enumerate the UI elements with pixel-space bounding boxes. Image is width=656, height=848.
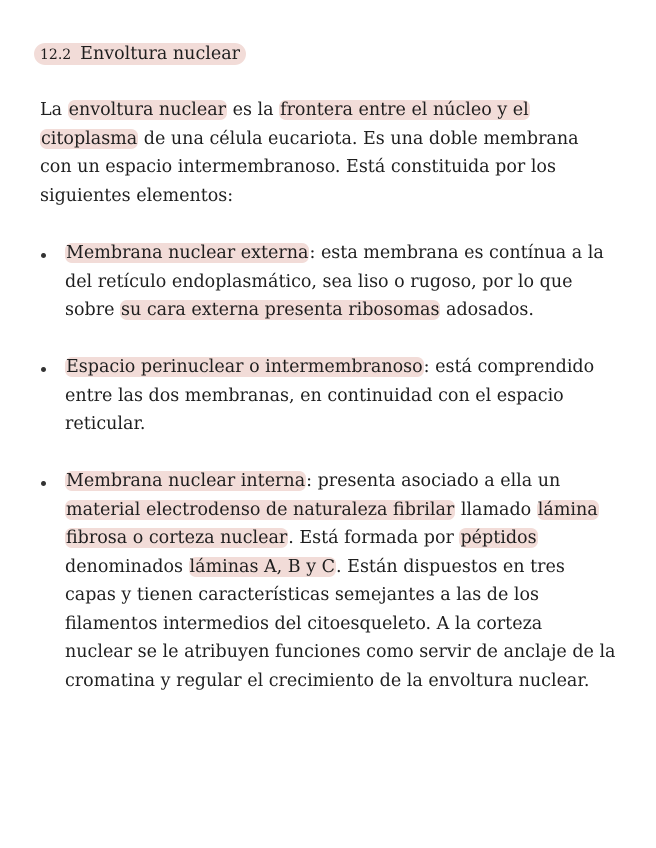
item-line (65, 239, 605, 268)
bullet-icon (41, 481, 46, 486)
bullet-icon (41, 253, 46, 258)
section-number: 12.2 (40, 47, 72, 63)
item-line (65, 467, 605, 496)
intro-line: con un espacio intermembranoso. Está constituida por los (40, 157, 556, 177)
highlight: Membrana nuclear interna (66, 471, 306, 491)
highlight: láminas A, B y C (189, 556, 336, 577)
text: adosados. (440, 300, 534, 320)
highlight: su cara externa presenta ribosomas (121, 300, 440, 320)
item-line: entre las dos membranas, en continuidad con el espacio (65, 385, 564, 406)
list-item (65, 353, 605, 439)
text: : esta membrana es contínua a la (309, 243, 604, 263)
highlight: Membrana nuclear externa (66, 243, 309, 263)
highlight: lámina (537, 499, 598, 520)
list-item (65, 467, 616, 695)
text: : presenta asociado a ella un (306, 471, 561, 491)
item-line (65, 553, 605, 582)
text: La (40, 100, 68, 120)
intro-line (40, 96, 580, 125)
highlight: citoplasma (41, 128, 138, 149)
highlight: envoltura nuclear (68, 100, 227, 120)
text: de una célula eucariota. Es una doble membrana (138, 128, 579, 149)
list-item (65, 239, 605, 325)
text: denominados (65, 556, 189, 577)
item-line (65, 353, 605, 382)
item-line: capas y tienen características semejantes a las de los (65, 585, 540, 605)
item-line: reticular. (65, 414, 146, 434)
text: . Están dispuestos en tres (336, 556, 565, 577)
section-heading (34, 43, 246, 65)
intro-line (40, 125, 580, 154)
bullet-icon (41, 367, 46, 372)
text: llamado (455, 499, 537, 520)
section-title: Envoltura nuclear (80, 44, 240, 64)
intro-line: siguientes elementos: (40, 185, 234, 206)
highlight: frontera entre el núcleo y el (280, 100, 529, 120)
text: es la (227, 100, 280, 120)
item-line: del retículo endoplasmático, sea liso o rugoso, por lo que (65, 271, 573, 292)
highlight: material electrodenso de naturaleza fibrilar (66, 499, 455, 520)
item-line (65, 524, 605, 553)
item-line: filamentos intermedios del citoesqueleto. A la corteza (65, 613, 543, 634)
item-line: nuclear se le atribuyen funciones como servir de anclaje de la (65, 642, 616, 662)
highlight: fibrosa o corteza nuclear (66, 528, 288, 548)
item-line (65, 296, 605, 325)
item-line (65, 496, 605, 525)
item-line: cromatina y regular el crecimiento de la envoltura nuclear. (65, 670, 590, 691)
text: sobre (65, 300, 121, 320)
text: : está comprendido (423, 357, 595, 377)
highlight: péptidos (460, 528, 537, 548)
text: . Está formada por (288, 528, 460, 548)
intro-paragraph (40, 96, 580, 210)
highlight: Espacio perinuclear o intermembranoso (66, 357, 423, 377)
